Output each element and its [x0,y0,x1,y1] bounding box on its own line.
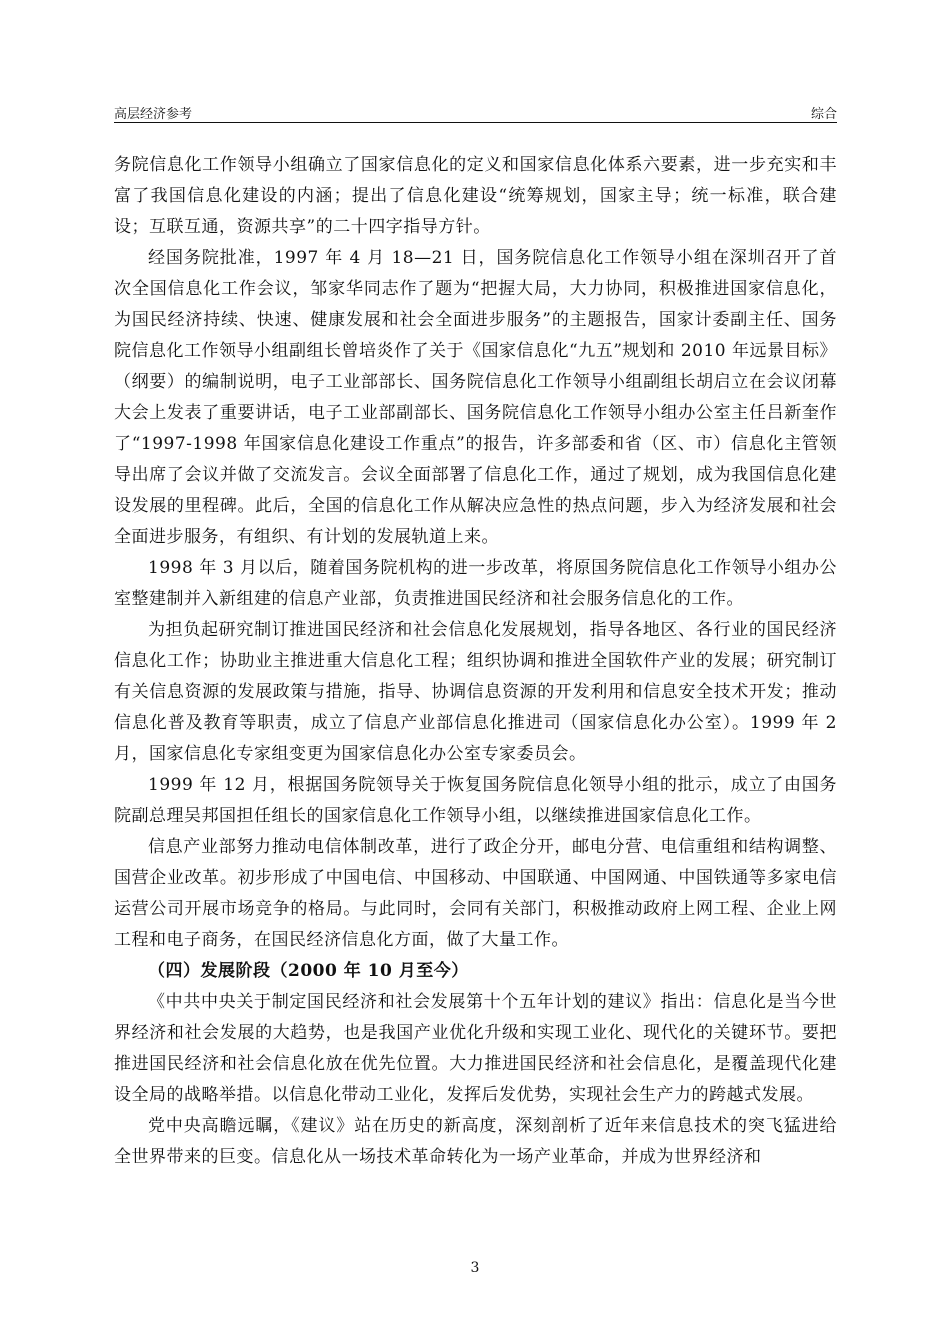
body-paragraph: 为担负起研究制订推进国民经济和社会信息化发展规划，指导各地区、各行业的国民经济信息化工作；协助业主推进重大信息化工程；组织协调和推进全国软件产业的发展；研究制订有关信息资源的发展政策与措施，指导、协调信息资源的开发利用和信息安全技术开发；推动信息化普及教育等职责，成立了信息产业部信息化推进司（国家信息化办公室）。1999 年 2 月，国家信息化专家组变更为国家信息化办公室专家委员会。 [114,620,837,764]
body-paragraph: 1999 年 12 月，根据国务院领导关于恢复国务院信息化领导小组的批示，成立了由国务院副总理吴邦国担任组长的国家信息化工作领导小组，以继续推进国家信息化工作。 [114,775,837,826]
document-body [114,150,837,1173]
page-number: 3 [470,1260,480,1276]
header-section-label: 综合 [810,107,837,122]
header-publication-title: 高层经济参考 [114,107,193,122]
body-paragraph: 1998 年 3 月以后，随着国务院机构的进一步改革，将原国务院信息化工作领导小组办公室整建制并入新组建的信息产业部，负责推进国民经济和社会服务信息化的工作。 [114,558,837,609]
body-paragraph: 信息产业部努力推动电信体制改革，进行了政企分开，邮电分营、电信重组和结构调整、国营企业改革。初步形成了中国电信、中国移动、中国联通、中国网通、中国铁通等多家电信运营公司开展市场竞争的格局。与此同时，会同有关部门，积极推动政府上网工程、企业上网工程和电子商务，在国民经济信息化方面，做了大量工作。 [114,837,837,950]
body-paragraph: 党中央高瞻远瞩，《建议》站在历史的新高度，深刻剖析了近年来信息技术的突飞猛进给全世界带来的巨变。信息化从一场技术革命转化为一场产业革命，并成为世界经济和 [114,1116,837,1167]
body-paragraph: 《中共中央关于制定国民经济和社会发展第十个五年计划的建议》指出：信息化是当今世界经济和社会发展的大趋势，也是我国产业优化升级和实现工业化、现代化的关键环节。要把推进国民经济和社会信息化放在优先位置。大力推进国民经济和社会信息化，是覆盖现代化建设全局的战略举措。以信息化带动工业化，发挥后发优势，实现社会生产力的跨越式发展。 [114,992,837,1105]
body-paragraph: 经国务院批准，1997 年 4 月 18—21 日，国务院信息化工作领导小组在深圳召开了首次全国信息化工作会议，邹家华同志作了题为“把握大局，大力协同，积极推进国家信息化，为国民经济持续、快速、健康发展和社会全面进步服务”的主题报告，国家计委副主任、国务院信息化工作领导小组副组长曾培炎作了关于《国家信息化“九五”规划和 2010 年远景目标》（纲要）的编制说明，电子工业部部长、国务院信息化工作领导小组副组长胡启立在会议闭幕大会上发表了重要讲话，电子工业部副部长、国务院信息化工作领导小组办公室主任吕新奎作了“1997-1998 年国家信息化建设工作重点”的报告，许多部委和省（区、市）信息化主管领导出席了会议并做了交流发言。会议全面部署了信息化工作，通过了规划，成为我国信息化建设发展的里程碑。此后，全国的信息化工作从解决应急性的热点问题，步入为经济发展和社会全面进步服务，有组织、有计划的发展轨道上来。 [114,248,837,547]
body-paragraph: 务院信息化工作领导小组确立了国家信息化的定义和国家信息化体系六要素，进一步充实和丰富了我国信息化建设的内涵；提出了信息化建设“统筹规划，国家主导；统一标准，联合建设；互联互通，资源共享”的二十四字指导方针。 [114,155,837,237]
section-heading: （四）发展阶段（2000 年 10 月至今） [148,961,469,981]
page-header [114,100,837,123]
